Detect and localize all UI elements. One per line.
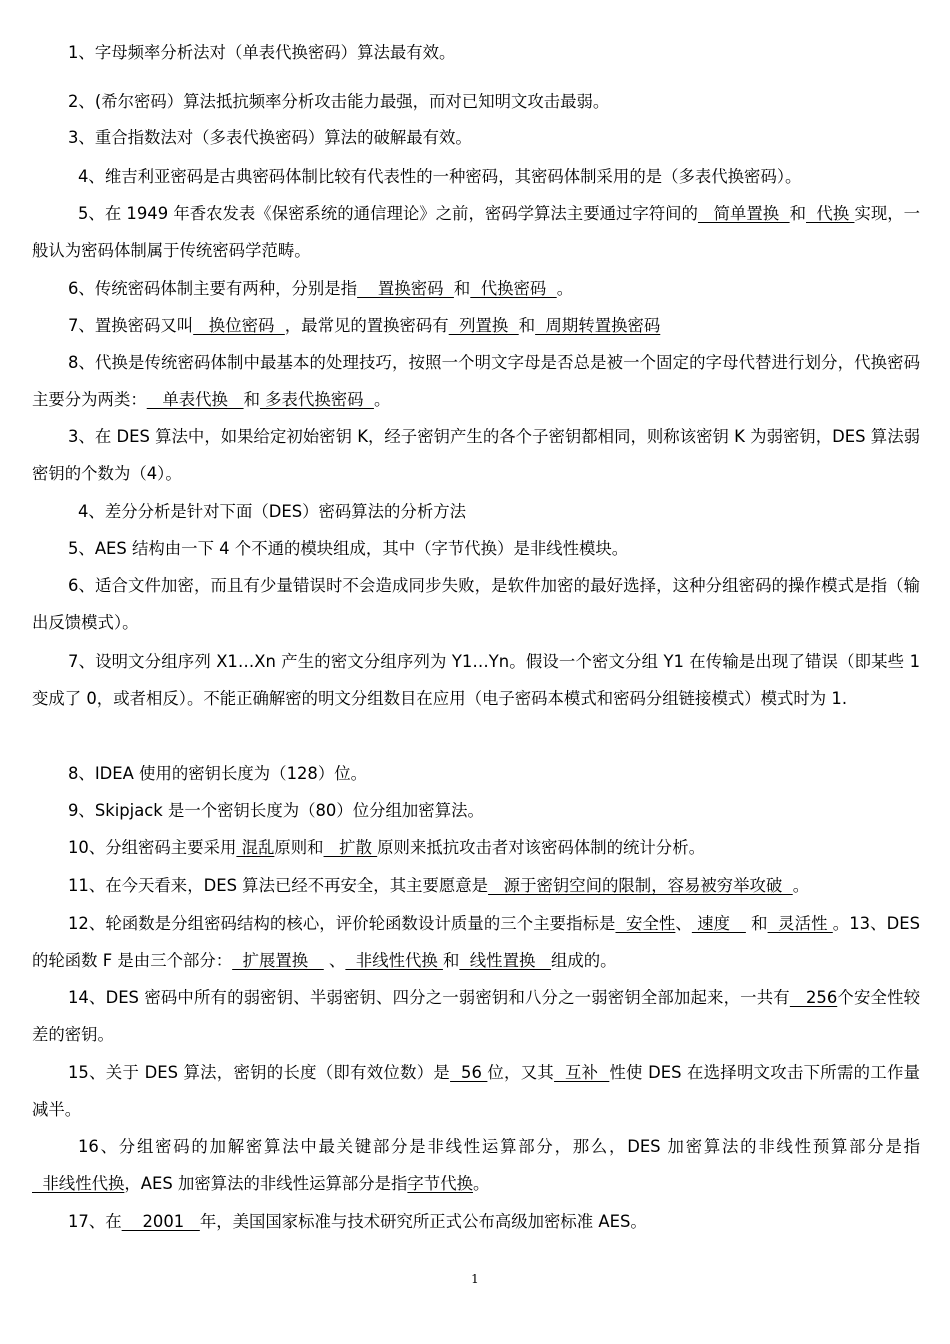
answer-blank: 换位密码 bbox=[193, 316, 285, 335]
paragraph bbox=[32, 83, 920, 120]
answer-blank: 56 bbox=[450, 1063, 488, 1082]
paragraph bbox=[32, 1203, 920, 1240]
paragraph bbox=[32, 493, 920, 530]
paragraph-text: 。 bbox=[556, 279, 574, 298]
paragraph bbox=[32, 344, 920, 418]
paragraph-text: 2、(希尔密码）算法抵抗频率分析攻击能力最强，而对已知明文攻击最弱。 bbox=[68, 92, 610, 111]
answer-blank: 256 bbox=[789, 988, 838, 1007]
paragraph bbox=[32, 119, 920, 156]
answer-blank: 扩展置换 bbox=[232, 951, 324, 970]
paragraph bbox=[32, 530, 920, 567]
paragraph-text: 原则来抵抗攻击者对该密码体制的统计分析。 bbox=[377, 838, 705, 857]
paragraph bbox=[32, 979, 920, 1053]
answer-blank: 多表代换密码 bbox=[259, 390, 374, 409]
paragraph-text: ，最常见的置换密码有 bbox=[284, 316, 449, 335]
answer-blank: 速度 bbox=[691, 914, 746, 933]
paragraph-text: 6、适合文件加密，而且有少量错误时不会造成同步失败，是软件加密的最好选择，这种分组密码的操作模式是指（输出反馈模式）。 bbox=[32, 576, 920, 632]
paragraph-text: 。 bbox=[792, 876, 810, 895]
answer-blank: 安全性 bbox=[615, 914, 676, 933]
paragraph bbox=[32, 307, 920, 344]
paragraph-text: 4、维吉利亚密码是古典密码体制比较有代表性的一种密码，其密码体制采用的是（多表代换密码）。 bbox=[78, 167, 802, 186]
answer-blank: 互补 bbox=[554, 1063, 610, 1082]
paragraph bbox=[32, 158, 920, 195]
paragraph bbox=[32, 567, 920, 641]
paragraph-text: 。13、DES 的轮函数 F 是由三个部分： bbox=[32, 914, 921, 970]
paragraph-text: 11、在今天看来，DES 算法已经不再安全，其主要愿意是 bbox=[68, 876, 489, 895]
paragraph-text: 。 bbox=[472, 1174, 490, 1193]
paragraph-text: 和 bbox=[453, 279, 471, 298]
paragraph-text: 7、置换密码又叫 bbox=[68, 316, 194, 335]
answer-blank: 混乱 bbox=[236, 838, 275, 857]
paragraph-text: 9、Skipjack 是一个密钥长度为（80）位分组加密算法。 bbox=[68, 801, 484, 820]
paragraph-text: 8、代换是传统密码体制中最基本的处理技巧，按照一个明文字母是否总是被一个固定的字母代替进行划分，代换密码主要分为两类： bbox=[32, 353, 920, 409]
paragraph bbox=[32, 1128, 920, 1202]
answer-blank: 字节代换 bbox=[407, 1174, 473, 1193]
paragraph-text: 3、重合指数法对（多表代换密码）算法的破解最有效。 bbox=[68, 128, 472, 147]
answer-blank: 非线性代换 bbox=[345, 951, 443, 970]
paragraph-text: 和 bbox=[243, 390, 260, 409]
paragraph-text: 15、关于 DES 算法，密钥的长度（即有效位数）是 bbox=[68, 1063, 451, 1082]
paragraph bbox=[32, 1054, 920, 1128]
paragraph bbox=[32, 34, 920, 71]
answer-blank: 2001 bbox=[121, 1212, 200, 1231]
answer-blank: 单表代换 bbox=[146, 390, 244, 409]
paragraph-text: ，AES 加密算法的非线性运算部分是指 bbox=[124, 1174, 408, 1193]
answer-blank: 简单置换 bbox=[697, 204, 790, 223]
page-number: 1 bbox=[471, 1272, 479, 1286]
paragraph-text: 5、AES 结构由一下 4 个不通的模块组成，其中（字节代换）是非线性模块。 bbox=[68, 539, 629, 558]
answer-blank: 列置换 bbox=[448, 316, 519, 335]
answer-blank: 代换密码 bbox=[470, 279, 557, 298]
paragraph-text: 性使 DES 在选择明文攻击下所需的工作量减半。 bbox=[32, 1063, 920, 1119]
paragraph-text: 14、DES 密码中所有的弱密钥、半弱密钥、四分之一弱密钥和八分之一弱密钥全部加起来，一共有 bbox=[68, 988, 790, 1007]
paragraph bbox=[32, 418, 920, 492]
paragraph-text: 6、传统密码体制主要有两种，分别是指 bbox=[68, 279, 358, 298]
paragraph-text: 实现，一般认为密码体制属于传统密码学范畴。 bbox=[32, 204, 921, 260]
answer-blank: 源于密钥空间的限制，容易被穷举攻破 bbox=[488, 876, 793, 895]
paragraph-text: 7、设明文分组序列 X1…Xn 产生的密文分组序列为 Y1…Yn。假设一个密文分组 Y1 在传输是出现了错误（即某些 1 变成了 0，或者相反）。不能正确解密的明文分组数目在应用（电子密码本模式和密码分组链接模式）模式时为 1. bbox=[32, 652, 920, 708]
paragraph-text: 位，又其 bbox=[487, 1063, 555, 1082]
paragraph-text: 和 bbox=[745, 914, 768, 933]
paragraph-text: 和 bbox=[518, 316, 536, 335]
paragraph-text: 17、在 bbox=[68, 1212, 122, 1231]
answer-blank: 置换密码 bbox=[357, 279, 454, 298]
paragraph-text: 5、在 1949 年香农发表《保密系统的通信理论》之前，密码学算法主要通过字符间的 bbox=[78, 204, 698, 223]
answer-blank: 扩散 bbox=[323, 838, 378, 857]
answer-blank: 代换 bbox=[806, 204, 855, 223]
paragraph bbox=[32, 755, 920, 792]
paragraph-text: 12、轮函数是分组密码结构的核心，评价轮函数设计质量的三个主要指标是 bbox=[68, 914, 616, 933]
answer-blank: 非线性代换 bbox=[32, 1174, 125, 1193]
paragraph-text: 、 bbox=[323, 951, 346, 970]
paragraph bbox=[32, 643, 920, 717]
paragraph-text: 原则和 bbox=[274, 838, 324, 857]
answer-blank: 周期转置换密码 bbox=[535, 316, 661, 335]
paragraph-text: 10、分组密码主要采用 bbox=[68, 838, 237, 857]
paragraph-text: 和 bbox=[789, 204, 806, 223]
paragraph bbox=[32, 792, 920, 829]
paragraph-text: 8、IDEA 使用的密钥长度为（128）位。 bbox=[68, 764, 368, 783]
paragraph bbox=[32, 195, 920, 269]
paragraph-text: 年，美国国家标准与技术研究所正式公布高级加密标准 AES。 bbox=[199, 1212, 647, 1231]
answer-blank: 线性置换 bbox=[459, 951, 551, 970]
paragraph-text: 3、在 DES 算法中，如果给定初始密钥 K，经子密钥产生的各个子密钥都相同，则称该密钥 K 为弱密钥，DES 算法弱密钥的个数为（4）。 bbox=[32, 427, 920, 483]
paragraph-text: 和 bbox=[442, 951, 460, 970]
paragraph-text: 4、差分分析是针对下面（DES）密码算法的分析方法 bbox=[78, 502, 467, 521]
paragraph-text: 。 bbox=[373, 390, 391, 409]
answer-blank: 灵活性 bbox=[767, 914, 833, 933]
paragraph bbox=[32, 905, 920, 979]
paragraph bbox=[32, 867, 920, 904]
paragraph bbox=[32, 270, 920, 307]
paragraph-text: 组成的。 bbox=[551, 951, 617, 970]
paragraph bbox=[32, 829, 920, 866]
paragraph-text: 1、字母频率分析法对（单表代换密码）算法最有效。 bbox=[68, 43, 456, 62]
paragraph-text: 、 bbox=[675, 914, 692, 933]
paragraph-text: 16、分组密码的加解密算法中最关键部分是非线性运算部分，那么，DES 加密算法的非线性预算部分是指 bbox=[78, 1137, 920, 1156]
paragraph-text: 个安全性较差的密钥。 bbox=[32, 988, 921, 1044]
